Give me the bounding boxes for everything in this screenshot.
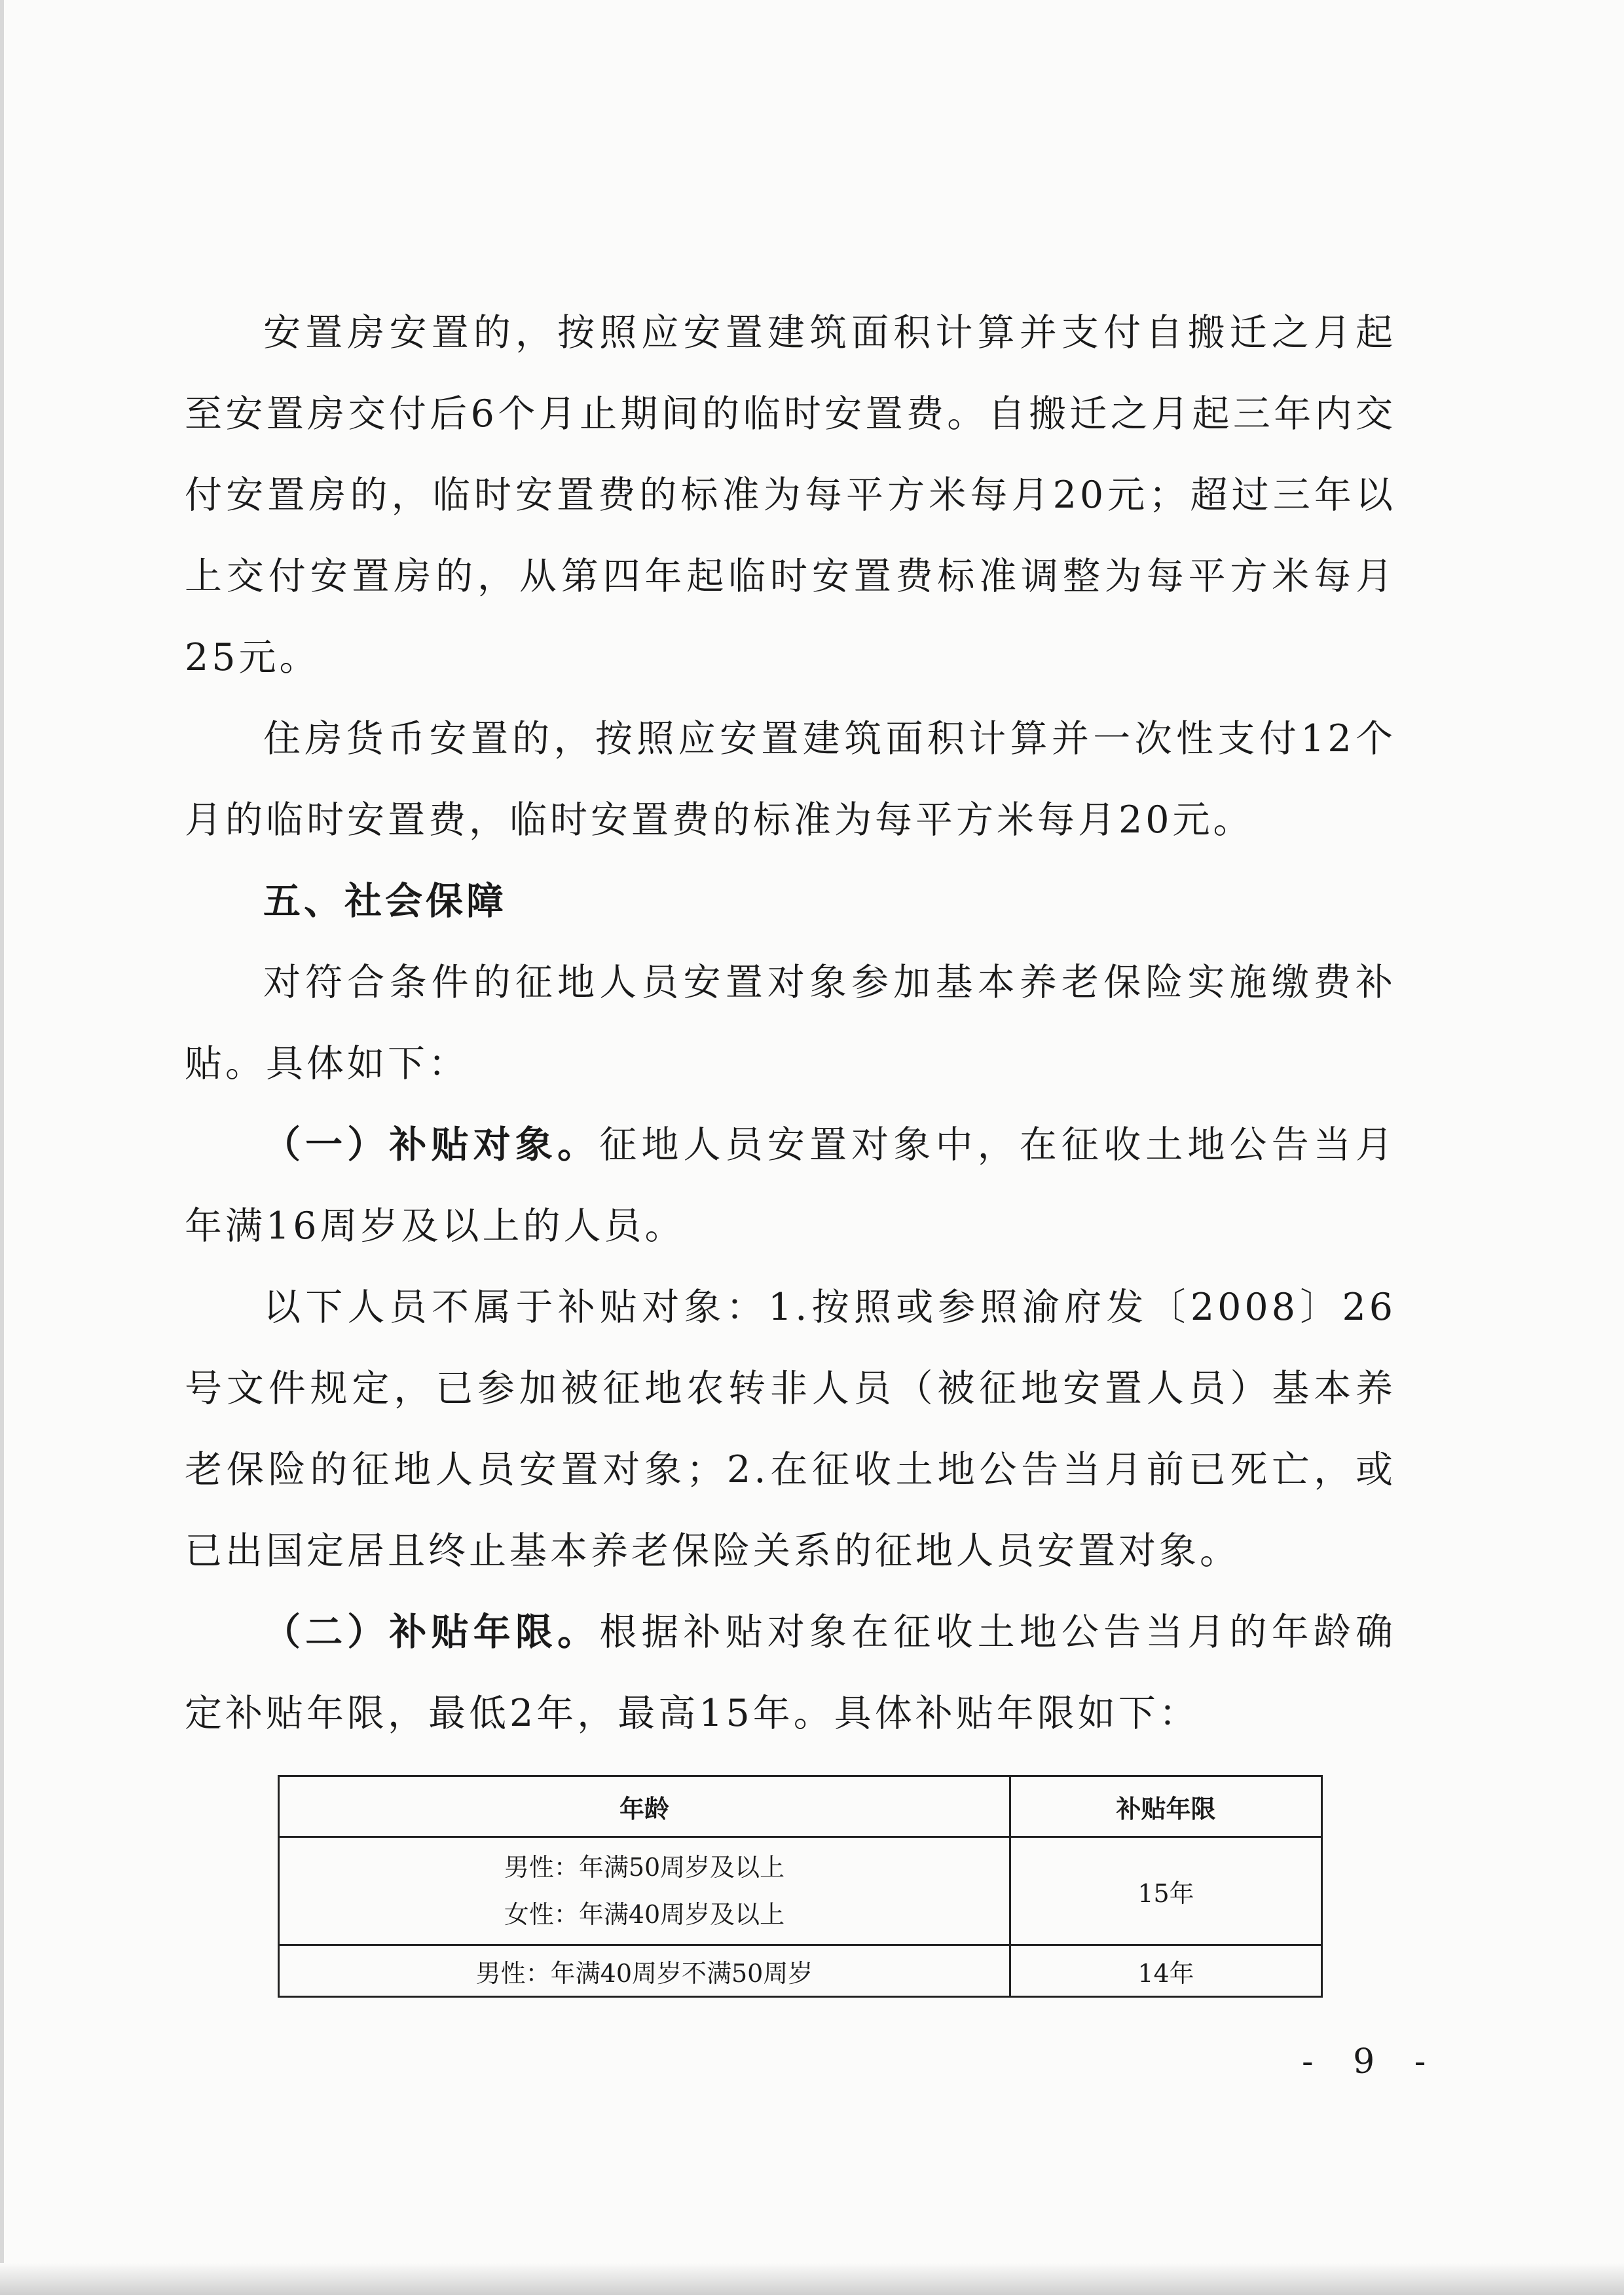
- paragraph-resettlement-housing: 安置房安置的，按照应安置建筑面积计算并支付自搬迁之月起至安置房交付后6个月止期间的临时安置费。自搬迁之月起三年内交付安置房的，临时安置费的标准为每平方米每月20元；超过三年以上交付安置房的，从第四年起临时安置费标准调整为每平方米每月25元。: [185, 311, 1396, 679]
- page-number: - 9 -: [1302, 2042, 1441, 2081]
- scan-left-edge: [0, 0, 4, 2295]
- item-subsidy-target-lead: （一）补贴对象。: [263, 1123, 600, 1166]
- table-header-years: 补贴年限: [1010, 1776, 1322, 1837]
- section-intro: 对符合条件的征地人员安置对象参加基本养老保险实施缴费补贴。具体如下：: [185, 961, 1396, 1085]
- body-text: [185, 292, 1396, 1754]
- table-row: [279, 1837, 1322, 1945]
- item-subsidy-years: [185, 1592, 1396, 1754]
- table-cell-years: 15年: [1010, 1837, 1322, 1945]
- subsidy-years-table-wrap: [278, 1775, 1323, 1998]
- paragraph-monetary-resettlement: 住房货币安置的，按照应安置建筑面积计算并一次性支付12个月的临时安置费，临时安置费的标准为每平方米每月20元。: [185, 717, 1396, 842]
- table-cell-age: [279, 1837, 1010, 1945]
- table-cell-age-line: 男性：年满40周岁不满50周岁: [475, 1958, 813, 1988]
- item-subsidy-target-text: 征地人员安置对象中，在征收土地公告当月年满16周岁及以上的人员。: [185, 1123, 1397, 1248]
- item-subsidy-years-lead: （二）补贴年限。: [263, 1610, 600, 1654]
- table-row: [279, 1945, 1322, 1997]
- table-cell-years: 14年: [1010, 1945, 1322, 1997]
- table-cell-age-line: 男性：年满50周岁及以上: [504, 1853, 785, 1882]
- subsidy-years-table: [278, 1775, 1323, 1998]
- item-subsidy-years-text: 根据补贴对象在征收土地公告当月的年龄确定补贴年限，最低2年，最高15年。具体补贴年限如下：: [185, 1611, 1397, 1735]
- item-subsidy-target: [185, 1104, 1396, 1267]
- table-cell-age-line: 女性：年满40周岁及以上: [504, 1900, 785, 1929]
- exclusion-paragraph: 以下人员不属于补贴对象：1.按照或参照渝府发〔2008〕26号文件规定，已参加被征地农转非人员（被征地安置人员）基本养老保险的征地人员安置对象；2.在征收土地公告当月前已死亡，或已出国定居且终止基本养老保险关系的征地人员安置对象。: [185, 1286, 1396, 1573]
- section-heading: 五、社会保障: [263, 880, 507, 923]
- table-header-age: 年龄: [279, 1776, 1010, 1837]
- table-header-row: [279, 1776, 1322, 1837]
- scan-bottom-edge: [0, 2263, 1624, 2295]
- table-cell-age: [279, 1945, 1010, 1997]
